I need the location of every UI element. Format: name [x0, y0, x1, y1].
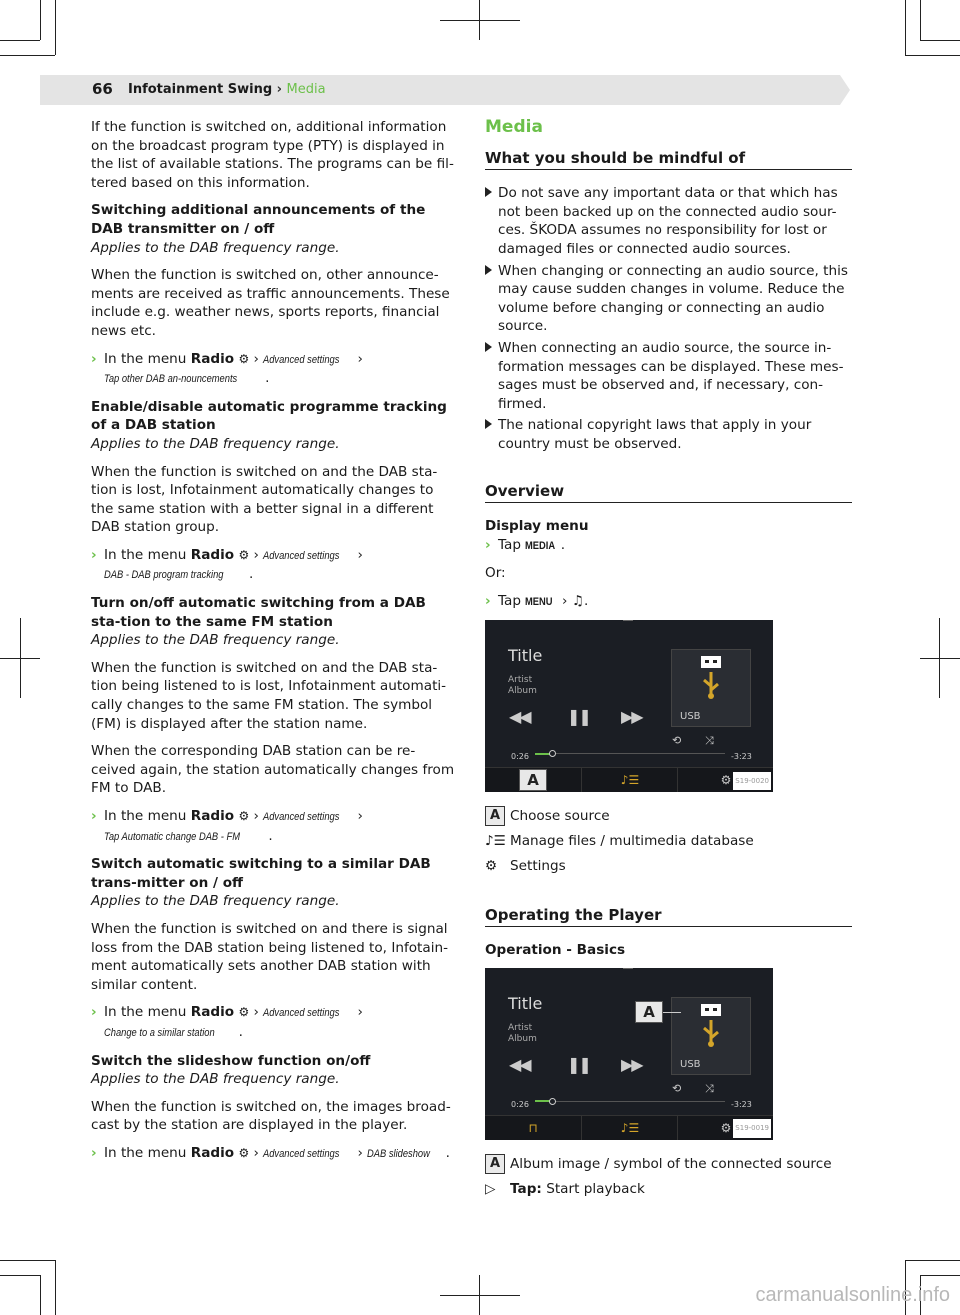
legend-item: A Choose source — [485, 806, 852, 826]
step-arrow-icon: › — [485, 592, 491, 609]
step-arrow-icon: › — [91, 546, 97, 563]
legend-item: A Album image / symbol of the connected source — [485, 1154, 852, 1174]
crop-mark — [939, 618, 940, 698]
step-arrow-icon: › — [91, 808, 97, 824]
progress-bar — [535, 753, 725, 754]
screen-notch — [623, 968, 633, 969]
album-cover — [671, 997, 751, 1075]
instruction-step: › In the menu Radio ⚙ › Advanced settings › DAB - DAB program tracking . — [91, 546, 459, 585]
subheading: Switching additional announcements of the DAB transmitter on / off — [91, 202, 426, 237]
crop-mark — [920, 1275, 960, 1276]
bullet-item: When connecting an audio source, the source in-formation messages can be displayed. These mes-sages must be observed and, if necessary, con-firmed. — [485, 339, 852, 413]
menu-path: Advanced settings — [263, 353, 340, 366]
tab-media-list — [581, 1116, 678, 1140]
callout: A — [635, 1001, 663, 1023]
player-screenshot — [485, 968, 773, 1140]
shuffle-icon: ⤨ — [705, 734, 714, 748]
left-column — [91, 118, 459, 1173]
instruction-step: › In the menu Radio ⚙ › Advanced settings › Tap other DAB an-nouncements . — [91, 350, 459, 389]
step-arrow-icon: › — [91, 1004, 97, 1021]
playlist-icon: ♪☰ — [620, 1120, 640, 1135]
screen-notch — [623, 620, 633, 621]
instruction-step: › Tap MENU › ♫. — [485, 592, 852, 612]
applies-note: Applies to the DAB frequency range. — [91, 893, 340, 910]
tab-bar — [485, 1115, 773, 1140]
progress-knob — [549, 1098, 556, 1105]
shuffle-icon: ⤨ — [705, 1081, 714, 1095]
subsection-title: Operating the Player — [485, 906, 852, 928]
applies-note: Applies to the DAB frequency range. — [91, 239, 340, 256]
crop-mark — [20, 618, 21, 698]
subheading: Switch the slideshow function on/off — [91, 1052, 371, 1069]
repeat-icon: ⟲ — [672, 734, 682, 748]
player-screenshot — [485, 620, 773, 792]
gear-icon: ⚙ — [720, 1120, 732, 1135]
paragraph: When the function is switched on, the images broad-cast by the station are displayed in the player. — [91, 1098, 451, 1134]
gear-icon: ⚙ — [485, 858, 498, 875]
menu-item: DAB slideshow — [367, 1147, 431, 1160]
menu-path: Advanced settings — [263, 1007, 340, 1020]
crop-mark — [905, 1260, 960, 1261]
menu-item: Tap other DAB an-nouncements — [104, 373, 238, 386]
play-outline-icon: ▷ — [485, 1180, 496, 1197]
page-number: 66 — [92, 80, 113, 98]
tab-bar — [485, 767, 773, 792]
progress-bar — [535, 1101, 725, 1102]
paragraph: If the function is switched on, additional information on the broadcast program type (PTY) is displayed in the list of available stations. The programs can be fil-tered based on this information. — [91, 119, 454, 191]
crop-mark — [479, 1275, 480, 1315]
section-title: Media — [485, 117, 543, 137]
track-album: Album — [508, 1033, 537, 1044]
crop-mark — [40, 0, 41, 40]
menu-path: Advanced settings — [263, 549, 340, 562]
crop-mark — [40, 1275, 41, 1315]
gear-icon: ⚙ — [238, 1005, 250, 1020]
paragraph: When the function is switched on, other announce-ments are received as traffic announcements. These include e.g. weather news, sports reports, financial news etc. — [91, 267, 450, 339]
bullet-item: Do not save any important data or that which has not been backed up on the connected audio sour-ces. ŠKODA assumes no responsibility for lost or damaged files or connected audio sources. — [485, 184, 852, 258]
figure-code: S19-0020 — [733, 772, 771, 791]
menu-item: DAB - DAB program tracking — [104, 569, 224, 582]
gear-icon: ⚙ — [238, 547, 250, 562]
bullet-item: When changing or connecting an audio source, this may cause sudden changes in volume. Reduce the volume before changing or connecting an audio source. — [485, 262, 852, 336]
gear-icon: ⚙ — [238, 1145, 250, 1160]
applies-note: Applies to the DAB frequency range. — [91, 435, 340, 452]
watermark: carmanualsonline.info — [755, 1284, 950, 1306]
menu-key: MENU — [525, 595, 553, 608]
header-title — [128, 82, 326, 97]
legend-item: ⚙ Settings — [485, 858, 566, 875]
pause-icon: ❚❚ — [567, 1054, 590, 1074]
applies-note: Applies to the DAB frequency range. — [91, 1071, 340, 1088]
playlist-icon: ♪☰ — [485, 833, 506, 850]
pause-icon: ❚❚ — [567, 707, 590, 727]
crop-mark — [440, 20, 520, 21]
elapsed-time: 0:26 — [511, 1099, 529, 1109]
menu-item: Tap Automatic change DAB - FM — [104, 830, 240, 843]
bullet-item: The national copyright laws that apply in your country must be observed. — [485, 416, 852, 453]
crop-mark — [55, 1260, 56, 1315]
source-label: USB — [680, 711, 701, 723]
subsection-title: Overview — [485, 482, 852, 504]
instruction-step: › Tap MEDIA . — [485, 536, 852, 556]
media-key: MEDIA — [525, 539, 556, 552]
gear-icon: ⚙ — [238, 809, 250, 823]
bullet-triangle-icon — [485, 342, 492, 352]
right-column — [485, 118, 852, 1204]
track-title: Title — [508, 646, 543, 666]
instruction-step: › In the menu Radio ⚙ › Advanced settings › Change to a similar station . — [91, 1003, 459, 1042]
instruction-step: › In the menu Radio ⚙ › Advanced settings › DAB slideshow . — [91, 1144, 459, 1164]
next-icon: ▶▶ — [621, 707, 642, 727]
tab-source: A — [485, 768, 581, 792]
bullet-triangle-icon — [485, 187, 492, 197]
subheading: Turn on/off automatic switching from a DAB sta-tion to the same FM station — [91, 595, 426, 630]
paragraph: When the corresponding DAB station can be re-ceived again, the station automatically changes from FM to DAB. — [91, 743, 455, 797]
crop-mark — [905, 0, 906, 55]
subheading: Switch automatic switching to a similar DAB trans-mitter on / off — [91, 856, 431, 891]
crop-mark — [905, 55, 960, 56]
tab-media-list — [581, 768, 678, 792]
repeat-icon: ⟲ — [672, 1081, 682, 1095]
album-cover — [671, 649, 751, 727]
previous-icon: ◀◀ — [509, 1054, 530, 1074]
crop-mark — [920, 658, 960, 659]
subsection-title: What you should be mindful of — [485, 149, 852, 171]
progress-knob — [549, 750, 556, 757]
remaining-time: -3:23 — [731, 1099, 752, 1109]
track-artist: Artist — [508, 675, 533, 686]
menu-path: Advanced settings — [263, 811, 340, 823]
crop-mark — [0, 55, 55, 56]
elapsed-time: 0:26 — [511, 752, 529, 762]
figure-code: S19-0019 — [733, 1119, 771, 1138]
crop-mark — [0, 40, 40, 41]
subheading: Operation - Basics — [485, 942, 626, 959]
source-label: USB — [680, 1058, 701, 1070]
paragraph: Or: — [485, 565, 506, 582]
track-album: Album — [508, 686, 537, 697]
crop-mark — [920, 0, 921, 40]
section-name: Media — [286, 82, 326, 97]
paragraph: When the function is switched on and the DAB sta-tion being listened to is lost, Infotainment automati-cally changes to the same FM station. The symbol (FM) is displayed after the station name. — [91, 659, 447, 732]
crop-mark — [479, 0, 480, 40]
crop-mark — [0, 1260, 55, 1261]
paragraph: When the function is switched on and there is signal loss from the DAB station being listened to, Infotain-ment automatically sets another DAB station with similar content. — [91, 920, 449, 993]
subheading: Display menu — [485, 518, 589, 535]
paragraph: When the function is switched on and the DAB sta-tion is lost, Infotainment automatically changes to the same station with a better signal in a different DAB station group. — [91, 463, 438, 536]
step-arrow-icon: › — [485, 536, 491, 553]
next-icon: ▶▶ — [621, 1054, 642, 1074]
track-artist: Artist — [508, 1022, 533, 1033]
bullet-triangle-icon — [485, 265, 492, 275]
crop-mark — [0, 1275, 40, 1276]
crop-mark — [55, 0, 56, 55]
menu-path: Advanced settings — [263, 1147, 340, 1160]
menu-item: Change to a similar station — [104, 1026, 215, 1039]
remaining-time: -3:23 — [731, 752, 752, 762]
step-arrow-icon: › — [91, 350, 97, 367]
subheading: Enable/disable automatic programme tracking of a DAB station — [91, 398, 447, 434]
gear-icon: ⚙ — [720, 773, 732, 788]
legend-item: ♪☰ Manage files / multimedia database — [485, 833, 754, 850]
track-title: Title — [508, 993, 543, 1013]
previous-icon: ◀◀ — [509, 707, 530, 727]
legend-item: ▷ Tap: Start playback — [485, 1180, 645, 1197]
callout-line — [663, 1012, 681, 1013]
crop-mark — [440, 1295, 520, 1296]
breadcrumb-separator: › — [276, 82, 283, 97]
page-header — [40, 75, 850, 105]
instruction-step: › In the menu Radio ⚙ › Advanced settings › Tap Automatic change DAB - FM . — [91, 807, 459, 846]
usb-icon: ⊓ — [528, 1120, 538, 1135]
bullet-triangle-icon — [485, 419, 492, 429]
tab-source — [485, 1116, 581, 1140]
crop-mark — [920, 40, 960, 41]
step-arrow-icon: › — [91, 1144, 97, 1161]
gear-icon: ⚙ — [238, 351, 250, 366]
applies-note: Applies to the DAB frequency range. — [91, 632, 340, 649]
chapter-name: Infotainment Swing — [128, 82, 273, 97]
playlist-icon: ♪☰ — [620, 773, 640, 788]
music-note-icon: ♫ — [571, 592, 585, 609]
